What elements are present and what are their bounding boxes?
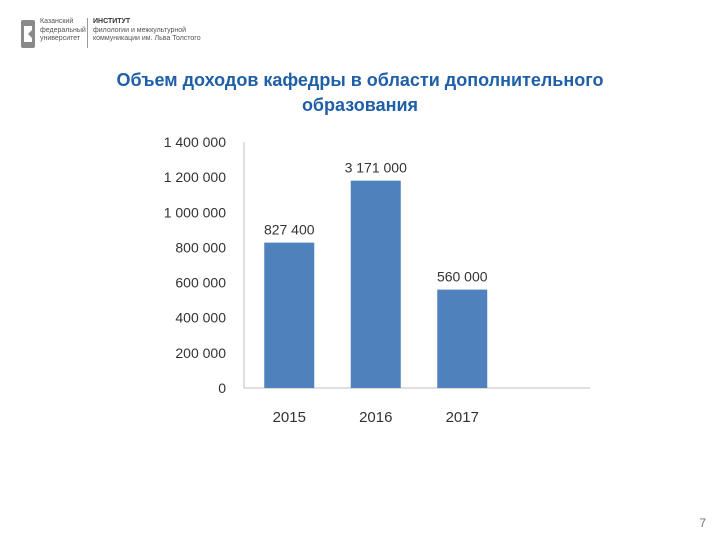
- y-tick-label: 1 200 000: [163, 169, 226, 186]
- y-tick-label: 1 400 000: [163, 134, 226, 150]
- page-number: 7: [699, 516, 706, 530]
- y-tick-label: 800 000: [175, 239, 226, 256]
- y-tick-label: 1 000 000: [163, 204, 226, 221]
- bar-2016: [351, 181, 401, 388]
- bar-2015: [264, 243, 314, 388]
- x-tick-label-2017: 2017: [445, 409, 479, 426]
- university-line-2: федеральный: [40, 26, 86, 34]
- data-label-2015: 827 400: [263, 221, 315, 238]
- institute-line-3: коммуникации им. Льва Толстого: [93, 35, 201, 42]
- university-line-3: университет: [40, 35, 81, 42]
- x-tick-label-2016: 2016: [359, 409, 393, 426]
- data-label-2016: 3 171 000: [344, 159, 407, 176]
- slide-title-line-2: образования: [301, 95, 419, 115]
- data-label-2017: 560 000: [436, 268, 488, 285]
- university-line-1: Казанский: [40, 18, 74, 25]
- institute-line-2: филологии и межкультурной: [93, 26, 187, 34]
- y-tick-label: 200 000: [175, 344, 226, 361]
- y-tick-label: 0: [218, 380, 226, 396]
- bar-2017: [437, 290, 487, 388]
- slide-title-line-1: Объем доходов кафедры в области дополнительного: [116, 70, 604, 90]
- institute-line-1: ИНСТИТУТ: [93, 18, 131, 25]
- x-tick-label-2015: 2015: [272, 409, 306, 426]
- y-tick-label: 400 000: [175, 309, 226, 326]
- y-tick-label: 600 000: [175, 274, 226, 291]
